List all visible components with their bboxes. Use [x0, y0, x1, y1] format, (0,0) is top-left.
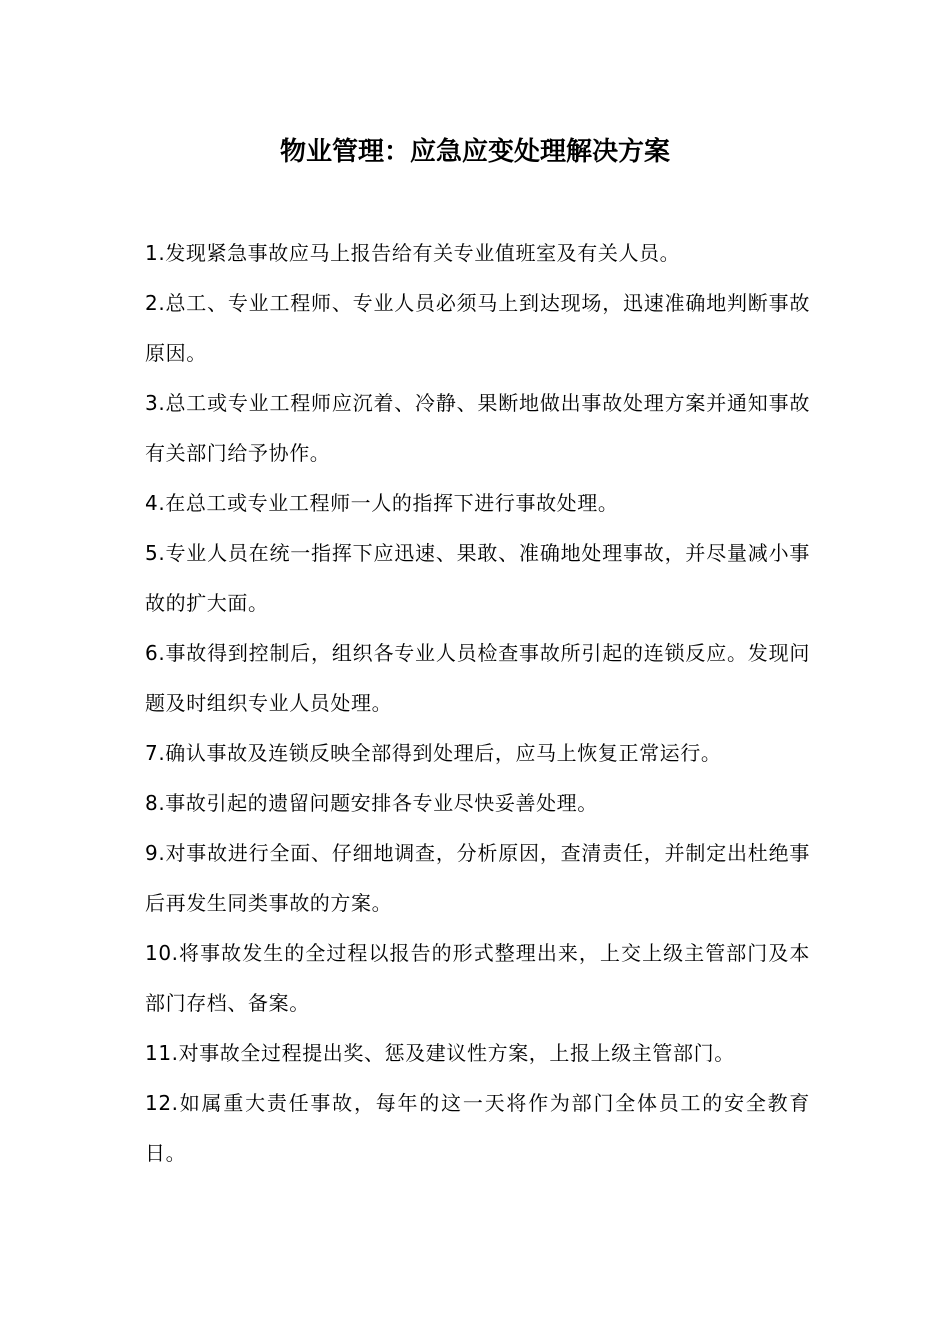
procedure-item-7: 7.确认事故及连锁反映全部得到处理后，应马上恢复正常运行。	[145, 741, 722, 765]
procedure-item-4: 4.在总工或专业工程师一人的指挥下进行事故处理。	[145, 491, 619, 515]
procedure-item-11: 11.对事故全过程提出奖、惩及建议性方案，上报上级主管部门。	[145, 1041, 735, 1065]
procedure-item-9: 9.对事故进行全面、仔细地调查，分析原因，查清责任，并制定出杜绝事后再发生同类事故的方案。	[145, 841, 810, 915]
procedure-item-1: 1.发现紧急事故应马上报告给有关专业值班室及有关人员。	[145, 241, 681, 265]
procedure-list	[145, 228, 810, 1178]
procedure-item-8: 8.事故引起的遗留问题安排各专业尽快妥善处理。	[145, 791, 598, 815]
procedure-item-2: 2.总工、专业工程师、专业人员必须马上到达现场，迅速准确地判断事故原因。	[145, 291, 810, 365]
procedure-item-3: 3.总工或专业工程师应沉着、冷静、果断地做出事故处理方案并通知事故有关部门给予协作。	[145, 391, 810, 465]
procedure-item-5: 5.专业人员在统一指挥下应迅速、果敢、准确地处理事故，并尽量减小事故的扩大面。	[145, 541, 810, 615]
procedure-item-10: 10.将事故发生的全过程以报告的形式整理出来，上交上级主管部门及本部门存档、备案。	[145, 941, 810, 1015]
document-title: 物业管理：应急应变处理解决方案	[279, 137, 670, 167]
procedure-item-12: 12.如属重大责任事故，每年的这一天将作为部门全体员工的安全教育日。	[145, 1091, 810, 1165]
procedure-item-6: 6.事故得到控制后，组织各专业人员检查事故所引起的连锁反应。发现问题及时组织专业人员处理。	[145, 641, 810, 715]
